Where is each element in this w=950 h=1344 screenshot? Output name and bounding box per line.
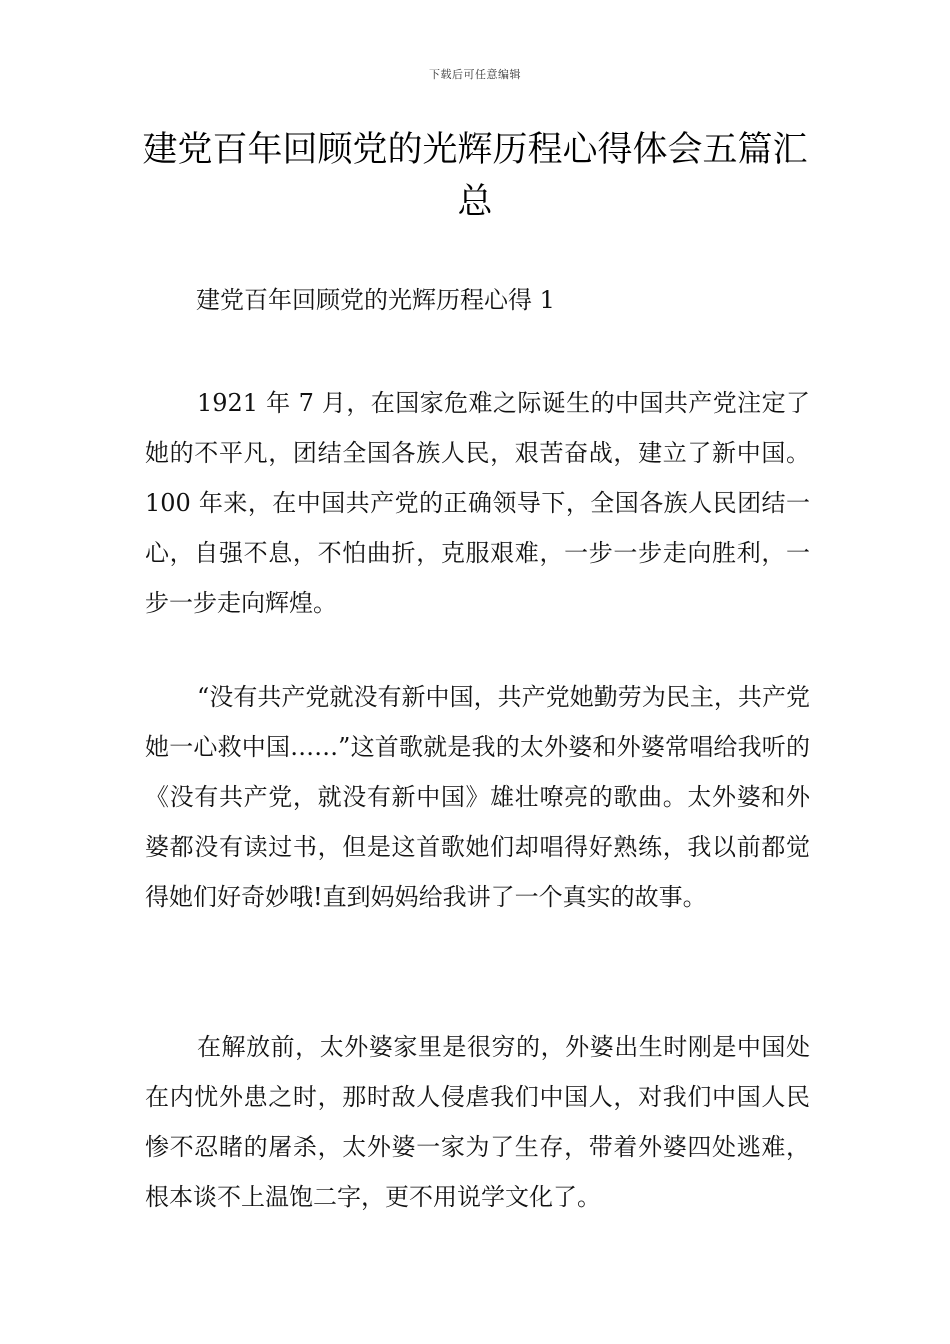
paragraph-1: 1921 年 7 月，在国家危难之际诞生的中国共产党注定了她的不平凡，团结全国各族人民，艰苦奋战，建立了新中国。100 年来，在中国共产党的正确领导下，全国各族人民团结一心，自强不息，不怕曲折，克服艰难，一步一步走向胜利，一步一步走向辉煌。 (145, 389, 810, 617)
section-heading: 建党百年回顾党的光辉历程心得 1 (196, 286, 555, 314)
paragraph-3: 在解放前，太外婆家里是很穷的，外婆出生时刚是中国处在内忧外患之时，那时敌人侵虐我们中国人，对我们中国人民惨不忍睹的屠杀，太外婆一家为了生存，带着外婆四处逃难，根本谈不上温饱二字，更不用说学文化了。 (145, 1033, 810, 1211)
paragraph-2: “没有共产党就没有新中国，共产党她勤劳为民主，共产党她一心救中国……”这首歌就是我的太外婆和外婆常唱给我听的《没有共产党，就没有新中国》雄壮嘹亮的歌曲。太外婆和外婆都没有读过书，但是这首歌她们却唱得好熟练，我以前都觉得她们好奇妙哦!直到妈妈给我讲了一个真实的故事。 (145, 683, 810, 911)
header-note: 下载后可任意编辑 (429, 68, 521, 81)
document-title: 建党百年回顾党的光辉历程心得体会五篇汇总 (142, 130, 808, 222)
